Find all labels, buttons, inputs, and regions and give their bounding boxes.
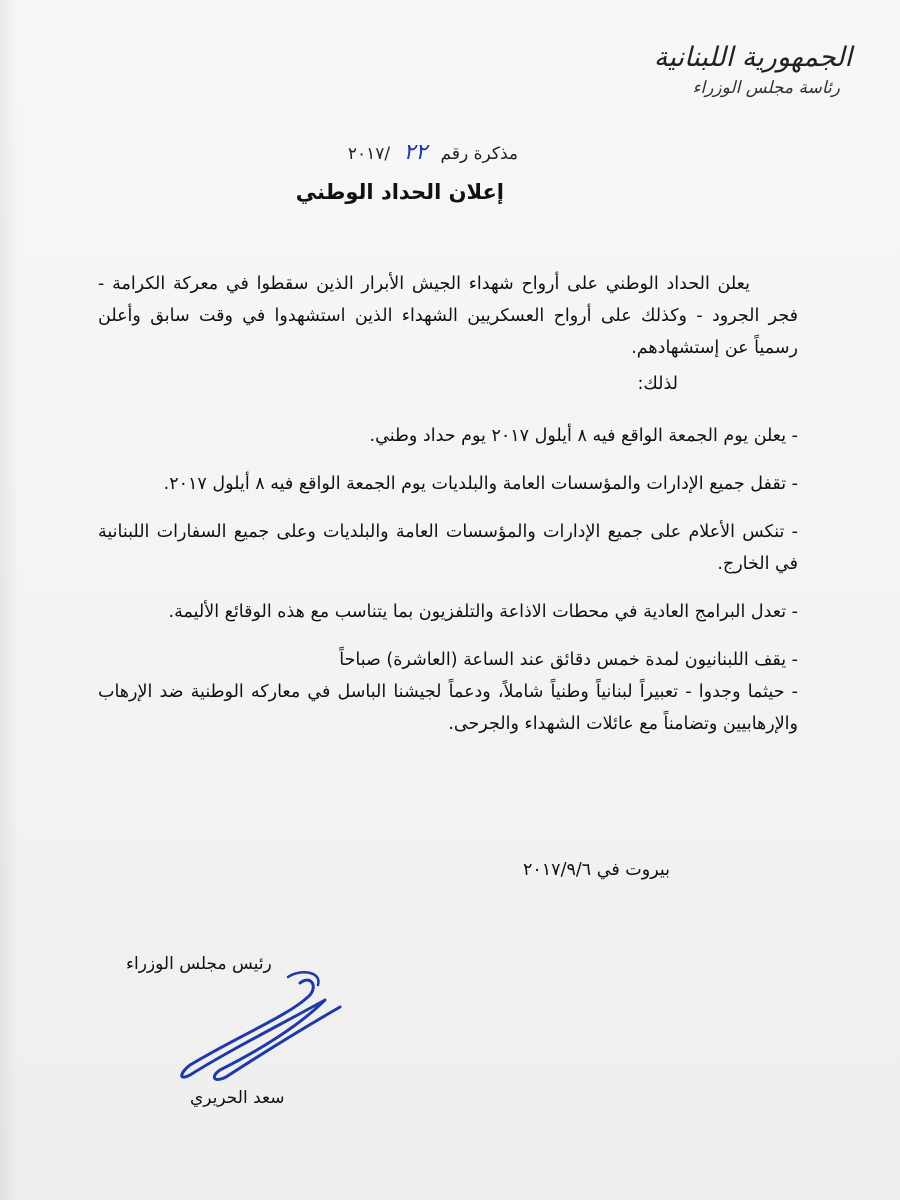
decision-item: - تنكس الأعلام على جميع الإدارات والمؤسسات العامة والبلديات وعلى جميع السفارات اللبنانية في الخارج. [98, 522, 798, 574]
decision-item: - حيثما وجدوا - تعبيراً لبنانياً وطنياً شاملاً، ودعماً لجيشنا الباسل في معاركه الوطنية ضد الإرهاب والإرهابيين وتضامناً مع عائلات الشهداء والجرحى. [98, 682, 798, 734]
decision-item: - تقفل جميع الإدارات والمؤسسات العامة والبلديات يوم الجمعة الواقع فيه ٨ أيلول ٢٠١٧. [163, 474, 798, 494]
therefore-label: لذلك: [637, 374, 678, 394]
page-edge-shadow [0, 0, 18, 1200]
signatory-name: سعد الحريري [190, 1088, 285, 1108]
letterhead-country: الجمهورية اللبنانية [653, 42, 852, 73]
decision-item: - تعدل البرامج العادية في محطات الاذاعة والتلفزيون بما يتناسب مع هذه الوقائع الأليمة. [168, 602, 798, 622]
place-and-date: بيروت في ٢٠١٧/٩/٦ [522, 860, 670, 880]
intro-text: يعلن الحداد الوطني على أرواح شهداء الجيش الأبرار الذين سقطوا في معركة الكرامة - فجر الجرود - وكذلك على أرواح العسكريين الشهداء الذين استشهدوا في وقت سابق وأعلن رسمياً عن إستشهادهم. [98, 274, 798, 358]
memo-number: ٢٢ [403, 140, 428, 165]
signature-stroke [182, 980, 340, 1079]
intro-paragraph [98, 268, 798, 364]
letterhead [602, 40, 852, 100]
memo-label: مذكرة رقم [440, 144, 518, 164]
decision-list [98, 420, 798, 756]
letterhead-office: رئاسة مجلس الوزراء [692, 78, 840, 98]
signatory-title: رئيس مجلس الوزراء [126, 954, 272, 974]
handwritten-signature [150, 955, 350, 1095]
decision-item: - يعلن يوم الجمعة الواقع فيه ٨ أيلول ٢٠١٧ يوم حداد وطني. [369, 426, 798, 446]
memo-year: /٢٠١٧ [347, 144, 391, 164]
memo-number-line [348, 140, 518, 165]
decision-item: - يقف اللبنانيون لمدة خمس دقائق عند الساعة (العاشرة) صباحاً [339, 650, 798, 670]
document-title: إعلان الحداد الوطني [295, 180, 504, 204]
